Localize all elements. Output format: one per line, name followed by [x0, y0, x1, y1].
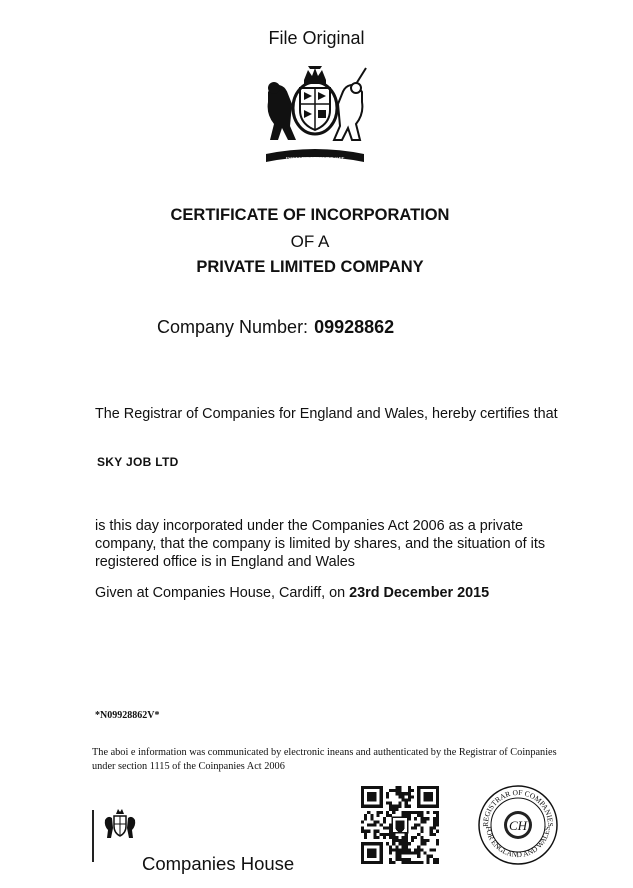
certificate-title: CERTIFICATE OF INCORPORATION	[170, 206, 450, 224]
royal-coat-of-arms-icon	[260, 66, 370, 166]
authentication-footnote: The aboi e information was communicated by electronic ineans and authenticated by the Registrar of Coinpanies under section 1115 of the Coinpanies Act 2006	[92, 747, 557, 772]
document-reference-code: *N09928862V*	[95, 710, 160, 721]
footer-divider	[92, 810, 94, 862]
company-number-label: Company Number:	[157, 317, 309, 337]
svg-text:CH: CH	[508, 818, 528, 833]
svg-text:REGISTRAR OF COMPANIES: REGISTRAR OF COMPANIES	[480, 787, 556, 827]
qr-code-icon	[360, 786, 440, 864]
crest-motto: DIEU ET MON DROIT	[285, 157, 345, 163]
file-original-label: File Original	[268, 28, 365, 48]
companies-house-crest-icon	[103, 808, 137, 840]
given-at-text: Given at Companies House, Cardiff, on	[95, 585, 346, 601]
registrar-seal-icon	[477, 784, 559, 866]
company-number-line	[157, 317, 394, 338]
certificate-company-type: PRIVATE LIMITED COMPANY	[196, 258, 424, 276]
given-at-line	[95, 585, 489, 601]
incorporation-statement: is this day incorporated under the Companies Act 2006 as a private company, that the company is limited by shares, and the situation of its registered office is in England and Wales	[95, 518, 546, 570]
company-name: SKY JOB LTD	[97, 455, 179, 469]
registrar-certifies-text: The Registrar of Companies for England and Wales, hereby certifies that	[95, 406, 558, 422]
incorporation-date: 23rd December 2015	[349, 585, 490, 601]
companies-house-label: Companies House	[142, 853, 295, 874]
certificate-title-connector: OF A	[290, 232, 330, 251]
company-number-value: 09928862	[314, 317, 395, 337]
svg-text:FOR ENGLAND AND WALES: FOR ENGLAND AND WALES	[483, 825, 553, 860]
